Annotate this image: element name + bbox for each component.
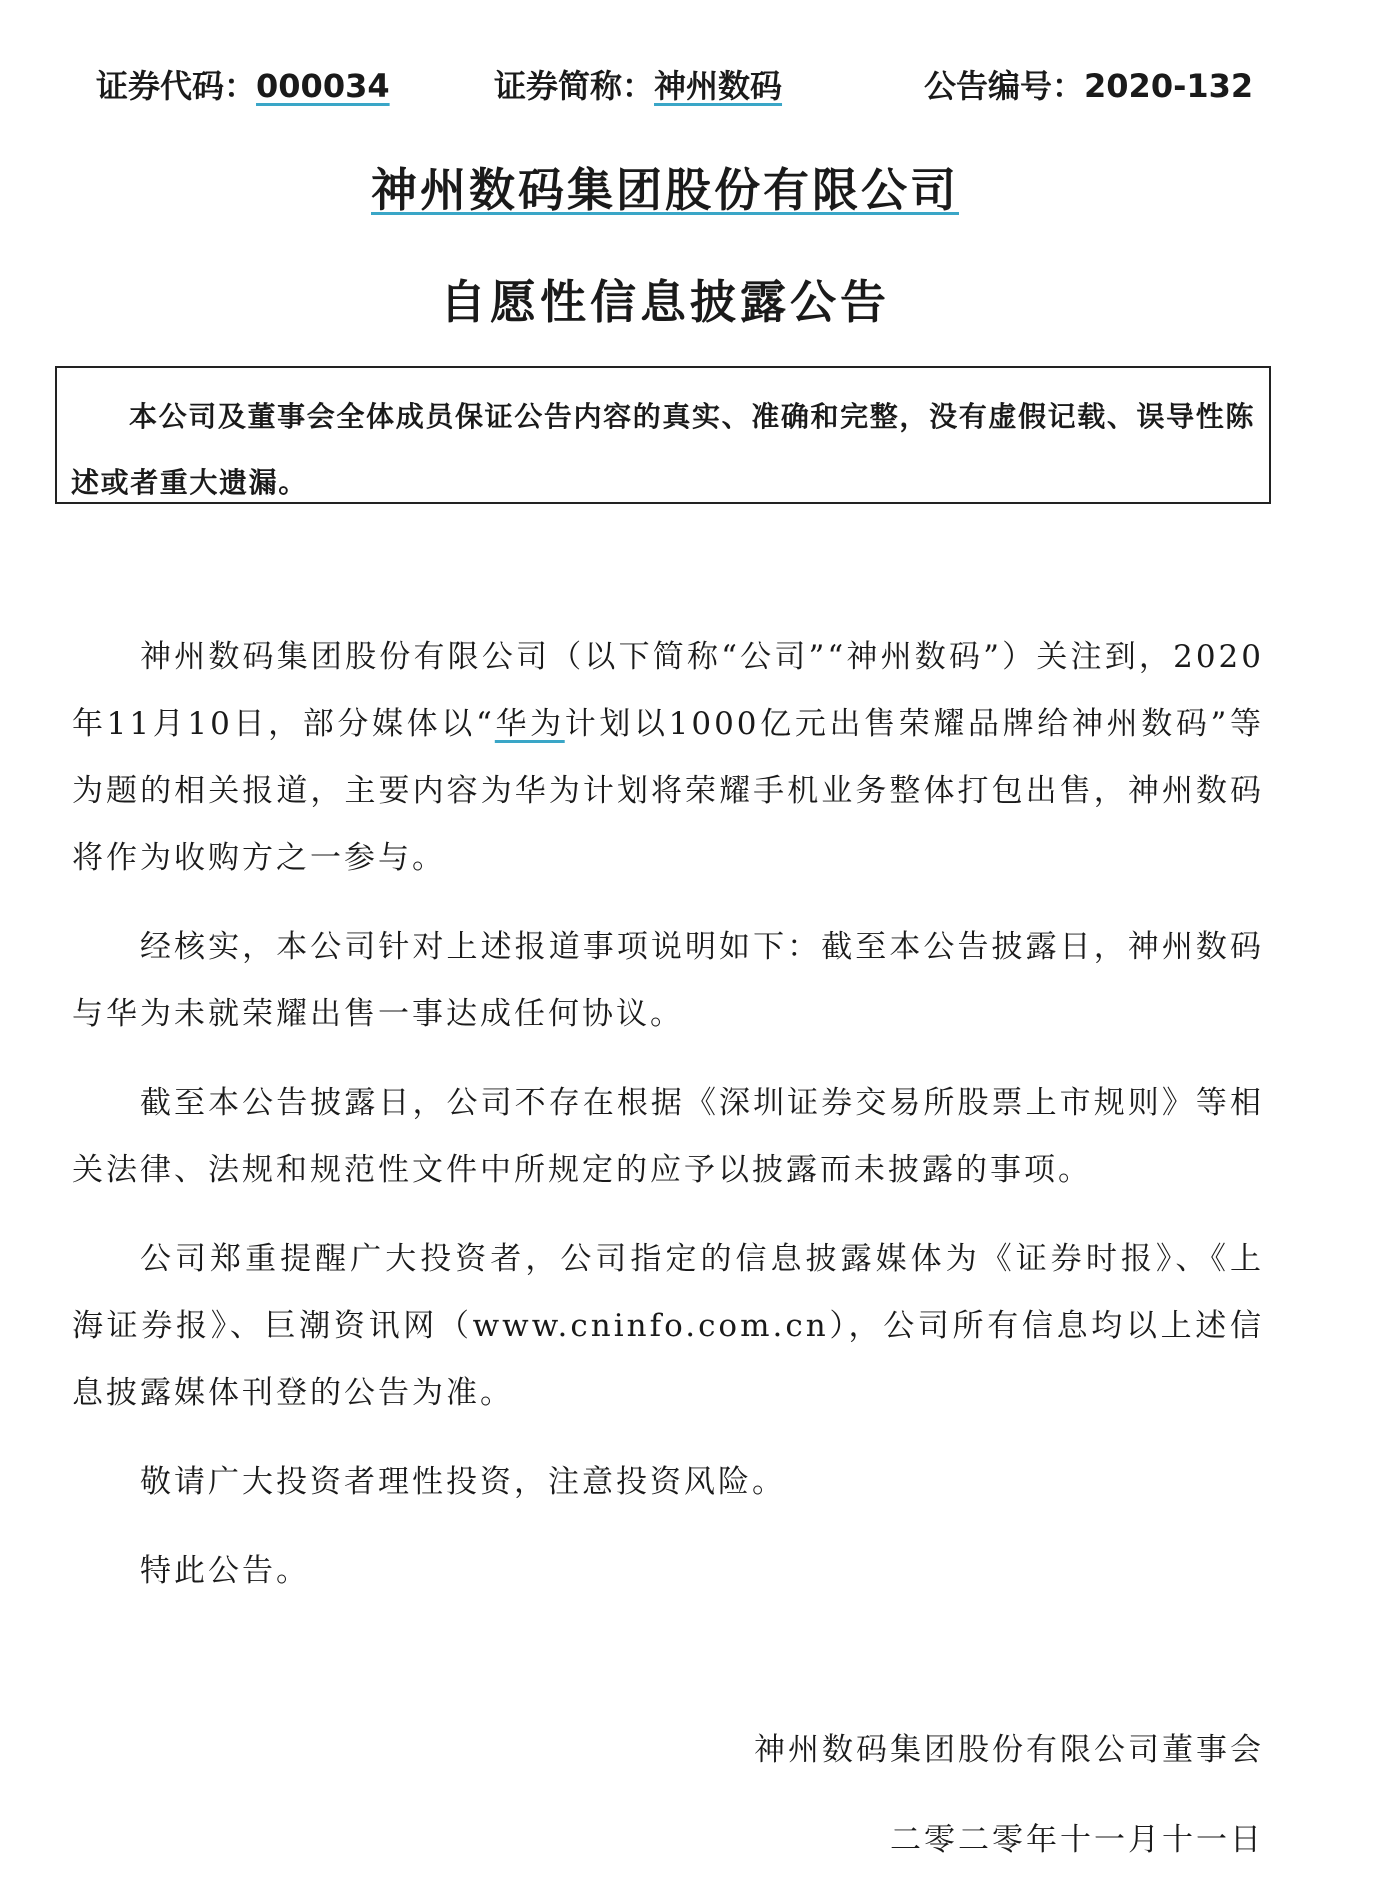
huawei-link[interactable]: 华为 (494, 706, 565, 742)
announcement-number-label: 公告编号： (924, 67, 1085, 105)
signature-date: 二零二零年十一月十一日 (890, 1822, 1264, 1858)
signature-company: 神州数码集团股份有限公司董事会 (754, 1732, 1264, 1768)
board-declaration-box: 本公司及董事会全体成员保证公告内容的真实、准确和完整，没有虚假记载、误导性陈述或者重大遗漏。 (55, 366, 1271, 504)
security-code-label: 证券代码： (96, 67, 257, 105)
security-short-name (494, 62, 782, 110)
document-title: 自愿性信息披露公告 (440, 275, 890, 329)
security-code (96, 62, 390, 110)
paragraph-risk-warning: 敬请广大投资者理性投资，注意投资风险。 (140, 1464, 786, 1500)
security-code-link[interactable]: 000034 (256, 67, 390, 105)
paragraph-media-report-part1: 神州数码集团股份有限公司（以下简称“公司”“神州数码”）关注到，2020年11月10日，部分媒体以“ (72, 639, 1264, 742)
paragraph-closing: 特此公告。 (140, 1553, 310, 1589)
paragraph-designated-media: 公司郑重提醒广大投资者，公司指定的信息披露媒体为《证券时报》、《上海证券报》、巨潮资讯网（www.cninfo.com.cn），公司所有信息均以上述信息披露媒体刊登的公告为准。 (72, 1241, 1264, 1411)
security-short-name-link[interactable]: 神州数码 (654, 67, 783, 105)
announcement-number-value: 2020-132 (1084, 67, 1254, 105)
announcement-header (96, 62, 1254, 110)
announcement-number (924, 62, 1253, 110)
paragraph-media-report-part2: 计划以1000亿元出售荣耀品牌给神州数码”等为题的相关报道，主要内容为华为计划将荣耀手机业务整体打包出售，神州数码将作为收购方之一参与。 (72, 706, 1264, 876)
announcement-body (72, 624, 1264, 1627)
security-short-name-label: 证券简称： (494, 67, 655, 105)
paragraph-verification: 经核实，本公司针对上述报道事项说明如下：截至本公告披露日，神州数码与华为未就荣耀出售一事达成任何协议。 (72, 929, 1264, 1032)
company-name-link[interactable]: 神州数码集团股份有限公司 (371, 163, 959, 217)
paragraph-media-report (72, 624, 1264, 892)
company-name-heading (0, 158, 1330, 222)
paragraph-no-undisclosed-matters: 截至本公告披露日，公司不存在根据《深圳证券交易所股票上市规则》等相关法律、法规和规范性文件中所规定的应予以披露而未披露的事项。 (72, 1085, 1264, 1188)
